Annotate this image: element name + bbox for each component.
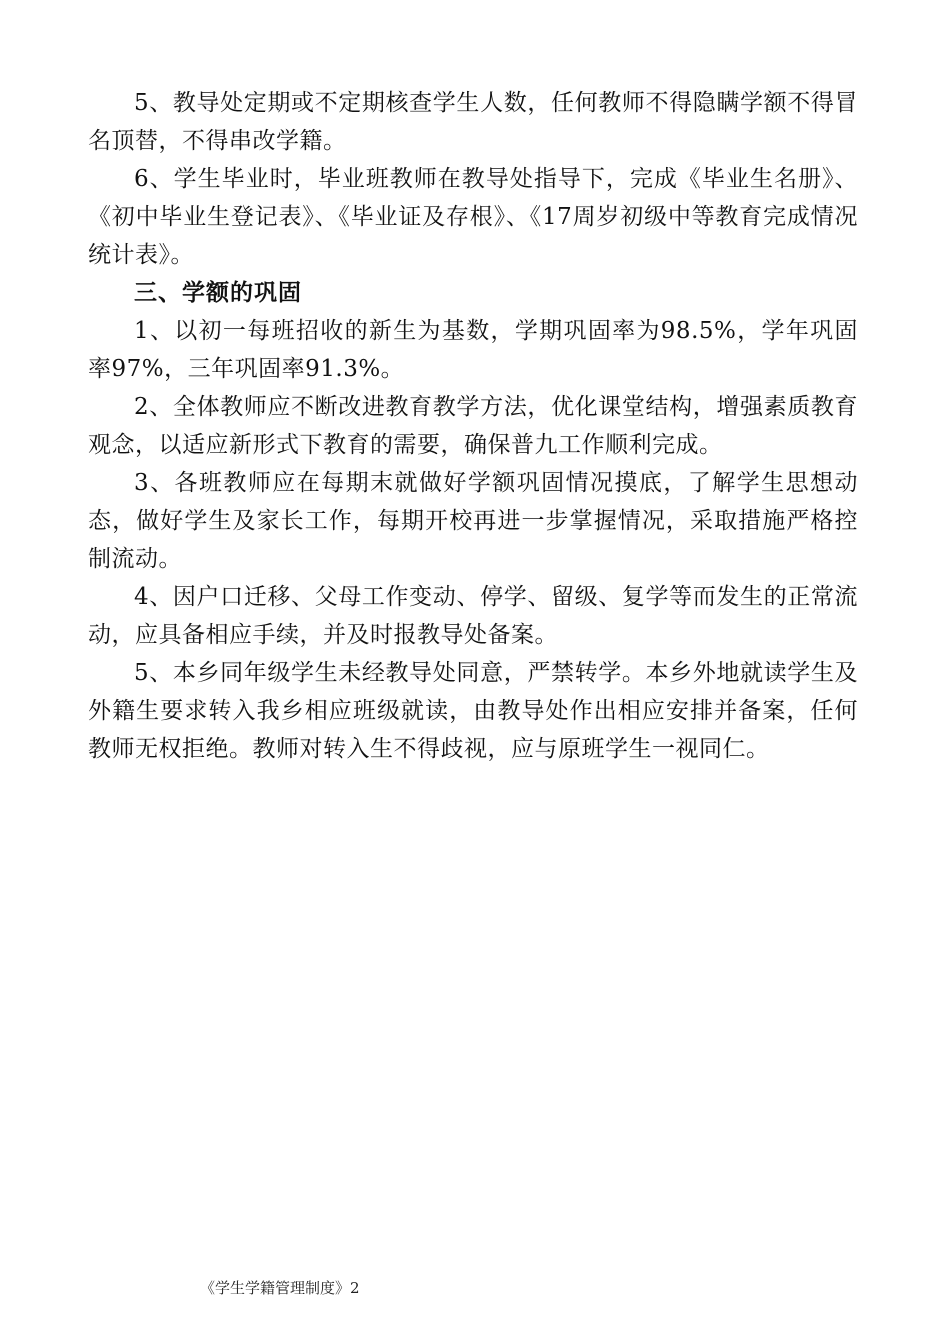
- page-footer: 《学生学籍管理制度》2: [200, 1279, 360, 1297]
- paragraph-item-6: 6、学生毕业时，毕业班教师在教导处指导下，完成《毕业生名册》、《初中毕业生登记表》、《毕业证及存根》、《17周岁初级中等教育完成情况统计表》。: [88, 166, 858, 268]
- paragraph-section3-item-3: 3、各班教师应在每期末就做好学额巩固情况摸底，了解学生思想动态，做好学生及家长工作，每期开校再进一步掌握情况，采取措施严格控制流动。: [88, 470, 858, 572]
- document-body: [88, 84, 858, 768]
- paragraph-section3-item-4: 4、因户口迁移、父母工作变动、停学、留级、复学等而发生的正常流动，应具备相应手续，并及时报教导处备案。: [88, 584, 858, 648]
- section-heading: 三、学额的巩固: [134, 280, 302, 306]
- paragraph-section3-item-5: 5、本乡同年级学生未经教导处同意，严禁转学。本乡外地就读学生及外籍生要求转入我乡相应班级就读，由教导处作出相应安排并备案，任何教师无权拒绝。教师对转入生不得歧视，应与原班学生一视同仁。: [88, 660, 858, 762]
- paragraph-section3-item-2: 2、全体教师应不断改进教育教学方法，优化课堂结构，增强素质教育观念，以适应新形式下教育的需要，确保普九工作顺利完成。: [88, 394, 858, 458]
- paragraph-item-5: 5、教导处定期或不定期核查学生人数，任何教师不得隐瞒学额不得冒名顶替，不得串改学籍。: [88, 90, 858, 154]
- paragraph-section3-item-1: 1、以初一每班招收的新生为基数，学期巩固率为98.5%，学年巩固率97%，三年巩固率91.3%。: [88, 318, 858, 382]
